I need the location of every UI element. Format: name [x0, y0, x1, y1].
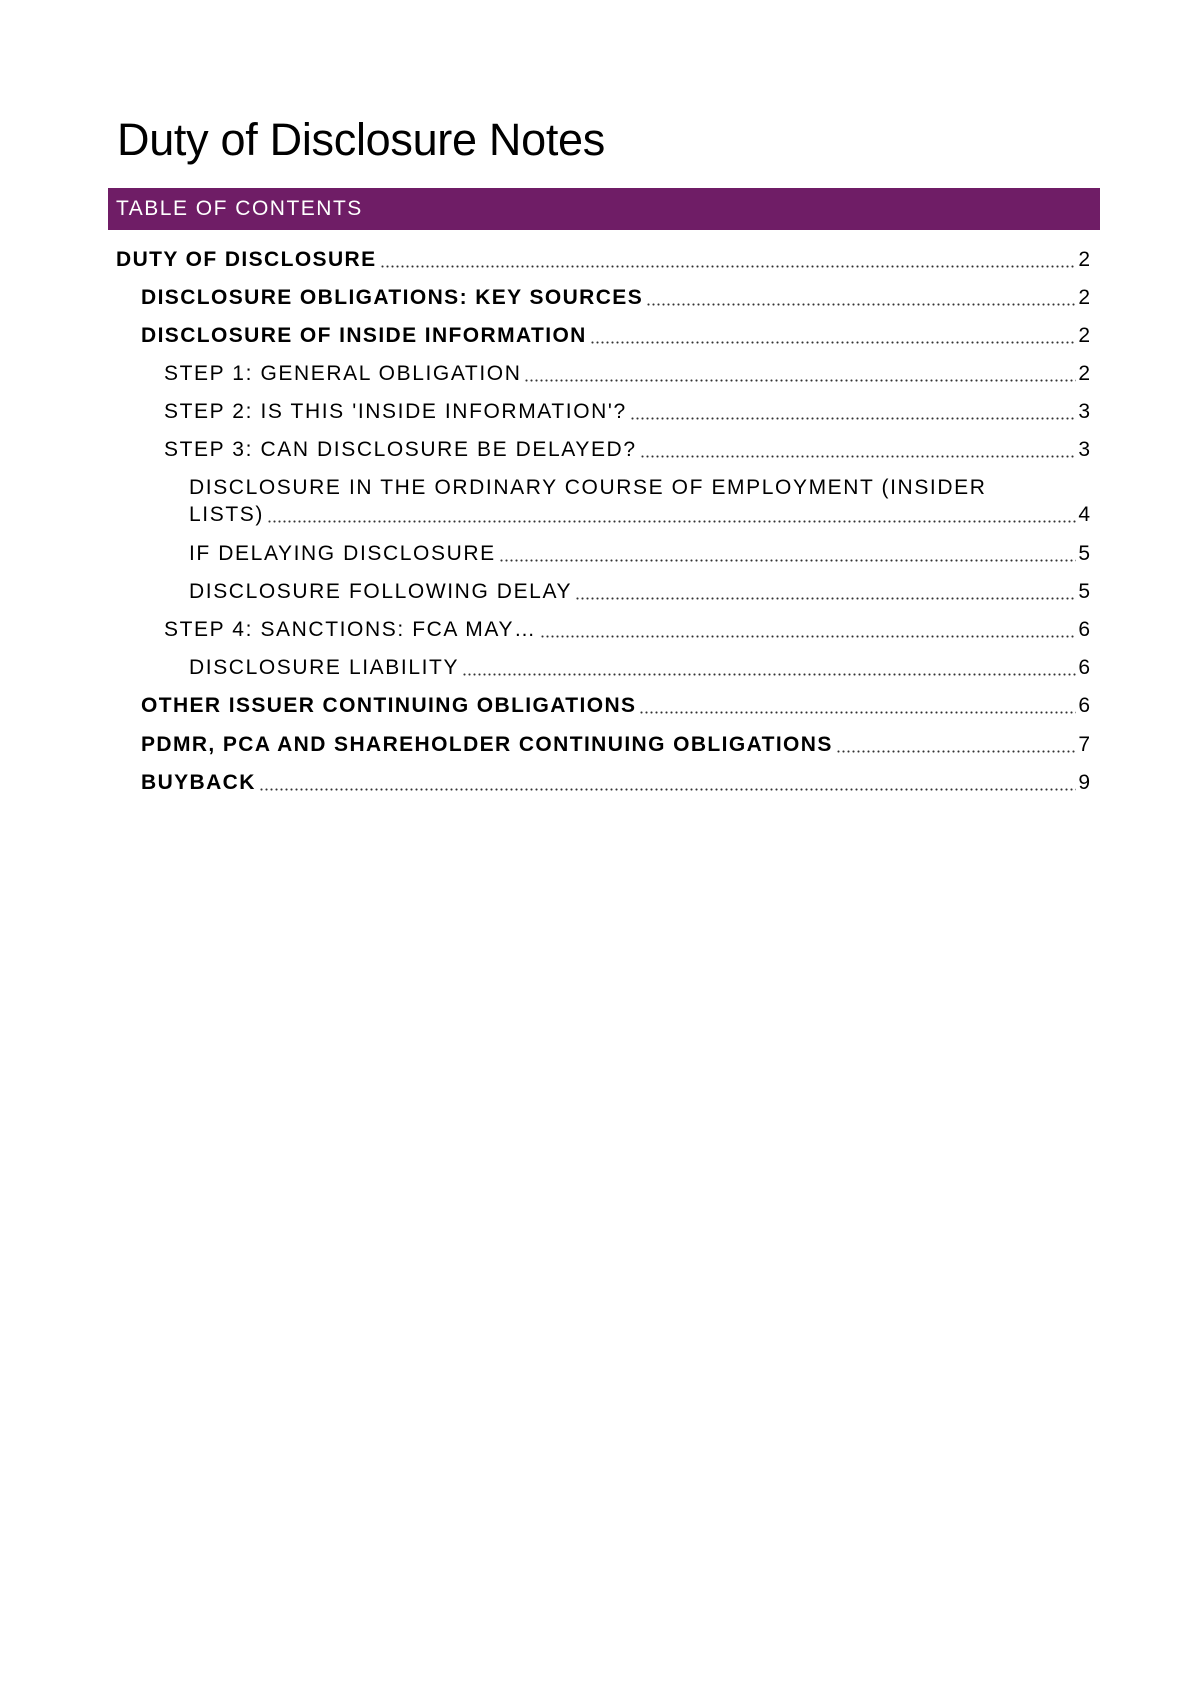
- toc-entry-disclosure-liability[interactable]: [189, 654, 1090, 681]
- toc-page-number: 2: [1078, 324, 1090, 347]
- toc-dot-leader: [630, 417, 1077, 420]
- toc-entry-key-sources[interactable]: [141, 284, 1090, 311]
- toc-page-number: 6: [1078, 656, 1090, 679]
- toc-dot-leader: [639, 711, 1076, 714]
- toc-page-number: 7: [1078, 733, 1090, 756]
- toc-entry-other-issuer[interactable]: [141, 692, 1090, 719]
- toc-entry-text: STEP 3: CAN DISCLOSURE BE DELAYED?: [164, 438, 637, 461]
- toc-entry-following-delay[interactable]: [189, 578, 1090, 605]
- toc-page-number: 9: [1078, 771, 1090, 794]
- toc-dot-leader: [646, 303, 1076, 306]
- toc-entry-text: PDMR, PCA AND SHAREHOLDER CONTINUING OBLIGATIONS: [141, 733, 833, 756]
- toc-dot-leader: [836, 750, 1077, 753]
- toc-entry-step-1[interactable]: [164, 360, 1090, 387]
- toc-entry-text: DUTY OF DISCLOSURE: [116, 248, 377, 271]
- toc-page-number: 4: [1078, 503, 1090, 526]
- toc-page-number: 6: [1078, 694, 1090, 717]
- toc-entry-buyback[interactable]: [141, 769, 1090, 796]
- toc-dot-leader: [524, 379, 1076, 382]
- toc-entry-text: DISCLOSURE OBLIGATIONS: KEY SOURCES: [141, 286, 644, 309]
- toc-dot-leader: [640, 455, 1077, 458]
- document-title: Duty of Disclosure Notes: [117, 114, 605, 165]
- toc-entry-text: IF DELAYING DISCLOSURE: [189, 542, 496, 565]
- toc-dot-leader: [267, 520, 1076, 523]
- toc-entry-step-3[interactable]: [164, 436, 1090, 463]
- toc-entry-duty-of-disclosure[interactable]: [116, 246, 1090, 273]
- toc-page-number: 5: [1078, 580, 1090, 603]
- toc-heading: TABLE OF CONTENTS: [116, 197, 363, 220]
- toc-entry-text: STEP 2: IS THIS 'INSIDE INFORMATION'?: [164, 400, 627, 423]
- toc-page-number: 6: [1078, 618, 1090, 641]
- toc-dot-leader: [575, 597, 1076, 600]
- toc-entry-inside-information[interactable]: [141, 322, 1090, 349]
- toc-entry-text: STEP 1: GENERAL OBLIGATION: [164, 362, 522, 385]
- toc-entry-continuation: [189, 501, 1090, 528]
- toc-page-number: 3: [1078, 438, 1090, 461]
- toc-dot-leader: [499, 559, 1077, 562]
- toc-dot-leader: [462, 673, 1076, 676]
- toc-entry-step-4[interactable]: [164, 616, 1090, 643]
- toc-entry-text: DISCLOSURE IN THE ORDINARY COURSE OF EMPLOYMENT (INSIDER: [189, 476, 987, 499]
- toc-dot-leader: [380, 265, 1077, 268]
- toc-dot-leader: [540, 635, 1077, 638]
- toc-entry-text: OTHER ISSUER CONTINUING OBLIGATIONS: [141, 694, 637, 717]
- toc-dot-leader: [590, 341, 1077, 344]
- toc-page-number: 2: [1078, 286, 1090, 309]
- toc-entry-insider-lists[interactable]: [189, 474, 1090, 528]
- toc-entry-text: STEP 4: SANCTIONS: FCA MAY…: [164, 618, 537, 641]
- toc-entry-if-delaying[interactable]: [189, 540, 1090, 567]
- toc-dot-leader: [259, 788, 1077, 791]
- toc-entry-step-2[interactable]: [164, 398, 1090, 425]
- toc-entry-text: DISCLOSURE OF INSIDE INFORMATION: [141, 324, 587, 347]
- toc-entry-text: DISCLOSURE FOLLOWING DELAY: [189, 580, 573, 603]
- toc-page-number: 5: [1078, 542, 1090, 565]
- toc-entry-text-continued: LISTS): [189, 503, 264, 526]
- toc-page-number: 2: [1078, 248, 1090, 271]
- toc-entry-pdmr-pca[interactable]: [141, 731, 1090, 758]
- toc-page-number: 2: [1078, 362, 1090, 385]
- toc-entry-text: BUYBACK: [141, 771, 256, 794]
- toc-page-number: 3: [1078, 400, 1090, 423]
- toc-entry-text: DISCLOSURE LIABILITY: [189, 656, 460, 679]
